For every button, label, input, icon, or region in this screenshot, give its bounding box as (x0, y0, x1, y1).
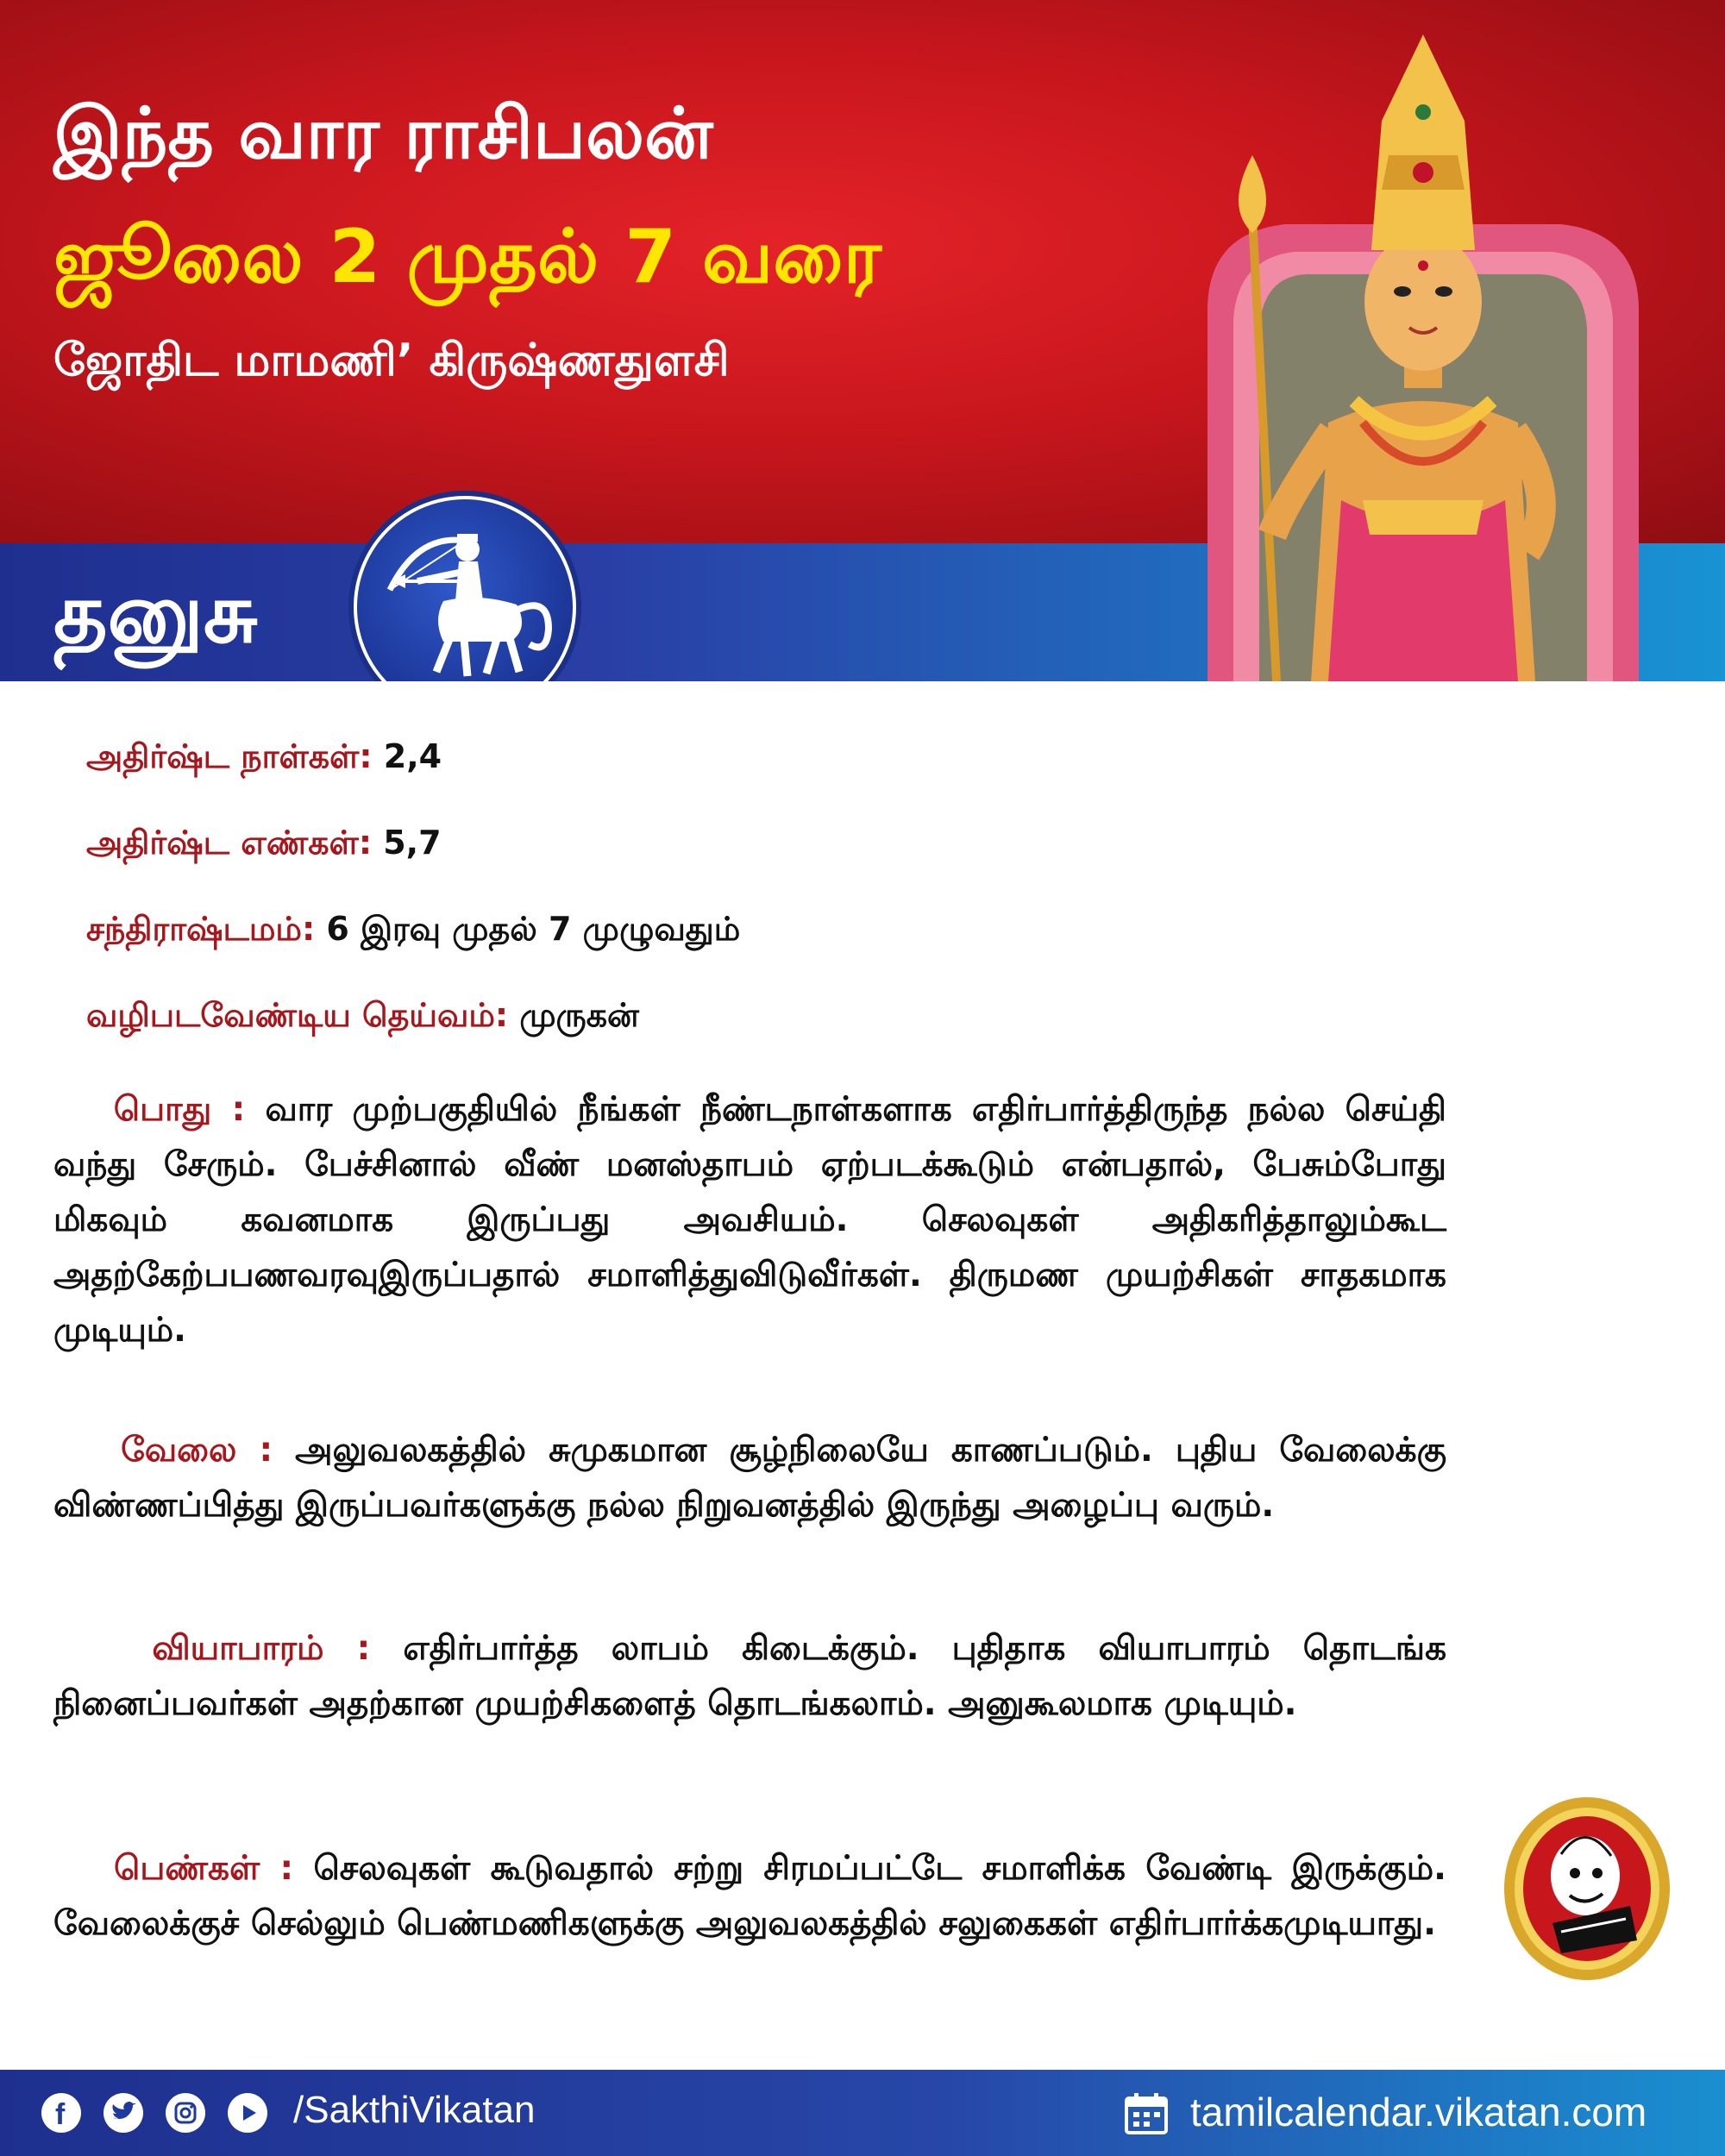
astrologer-name: ஜோதிட மாமணி’ கிருஷ்ணதுளசி (53, 335, 730, 386)
website-link[interactable]: tamilcalendar.vikatan.com (1190, 2090, 1647, 2134)
info-value: முருகன் (508, 996, 639, 1034)
info-label: அதிர்ஷ்ட நாள்கள்: (86, 737, 373, 775)
section-business (53, 1621, 1446, 1732)
info-lucky-numbers (86, 824, 442, 867)
murugan-deity-image (1156, 17, 1690, 681)
info-value: 2,4 (372, 737, 442, 775)
page-title: இந்த வார ராசிபலன் (53, 93, 713, 175)
section-label: பெண்கள் : (114, 1849, 294, 1888)
date-range-title: ஜூலை 2 முதல் 7 வரை (53, 214, 882, 300)
section-general (53, 1082, 1446, 1358)
info-chandrashtamam (86, 910, 740, 953)
header-banner (0, 0, 1725, 681)
info-value: 5,7 (372, 824, 442, 862)
info-label: வழிபடவேண்டிய தெய்வம்: (86, 996, 509, 1034)
section-text: செலவுகள் கூடுவதால் சற்று சிரமப்பட்டே சமாளிக்க வேண்டி இருக்கும். வேலைக்குச் செல்லும் பெண்மணிகளுக்கு அலுவலகத்தில் சலுகைகள் எதிர்பார்க்கமுடியாது. (53, 1849, 1446, 1943)
section-women (53, 1841, 1446, 1952)
section-text: அலுவலகத்தில் சுமுகமான சூழ்நிலையே காணப்படும். புதிய வேலைக்கு விண்ணப்பித்து இருப்பவர்களுக்கு நல்ல நிறுவனத்தில் இருந்து அழைப்பு வரும். (53, 1431, 1447, 1525)
info-label: அதிர்ஷ்ட எண்கள்: (86, 824, 373, 862)
section-label: வேலை : (121, 1431, 273, 1470)
social-handle-link[interactable]: /SakthiVikatan (293, 2089, 536, 2131)
youtube-icon[interactable] (228, 2093, 267, 2133)
section-work (53, 1423, 1446, 1533)
section-label: பொது : (113, 1090, 246, 1129)
info-label: சந்திராஷ்டமம்: (86, 910, 316, 948)
info-lucky-days (86, 737, 442, 780)
zodiac-sign-name: தனுசு (53, 565, 258, 661)
vikatan-mascot-logo (1501, 1794, 1673, 1984)
footer-bar (0, 2070, 1725, 2156)
info-value: 6 இரவு முதல் 7 முழுவதும் (315, 910, 741, 948)
info-deity-to-worship (86, 996, 639, 1039)
instagram-icon[interactable] (166, 2093, 205, 2133)
facebook-icon[interactable] (41, 2093, 81, 2133)
section-text: வார முற்பகுதியில் நீங்கள் நீண்டநாள்களாக எதிர்பார்த்திருந்த நல்ல செய்தி வந்து சேரும். பேச்சினால் வீண் மனஸ்தாபம் ஏற்படக்கூடும் என்பதால், பேசும்போது மிகவும் கவனமாக இருப்பது அவசியம். செலவுகள் அதிகரித்தாலும்கூட அதற்கேற்பபணவரவுஇருப்பதால் சமாளித்துவிடுவீர்கள். திருமண முயற்சிகள் சாதகமாக முடியும். (53, 1090, 1447, 1350)
section-text: எதிர்பார்த்த லாபம் கிடைக்கும். புதிதாக வியாபாரம் தொடங்க நினைப்பவர்கள் அதற்கான முயற்சிகளைத் தொடங்கலாம். அனுகூலமாக முடியும். (53, 1629, 1447, 1723)
svg-text:f: f (55, 2098, 66, 2131)
section-label: வியாபாரம் : (152, 1629, 371, 1668)
calendar-icon (1123, 2090, 1170, 2137)
sagittarius-archer-icon (354, 496, 576, 681)
twitter-icon[interactable] (104, 2093, 143, 2133)
